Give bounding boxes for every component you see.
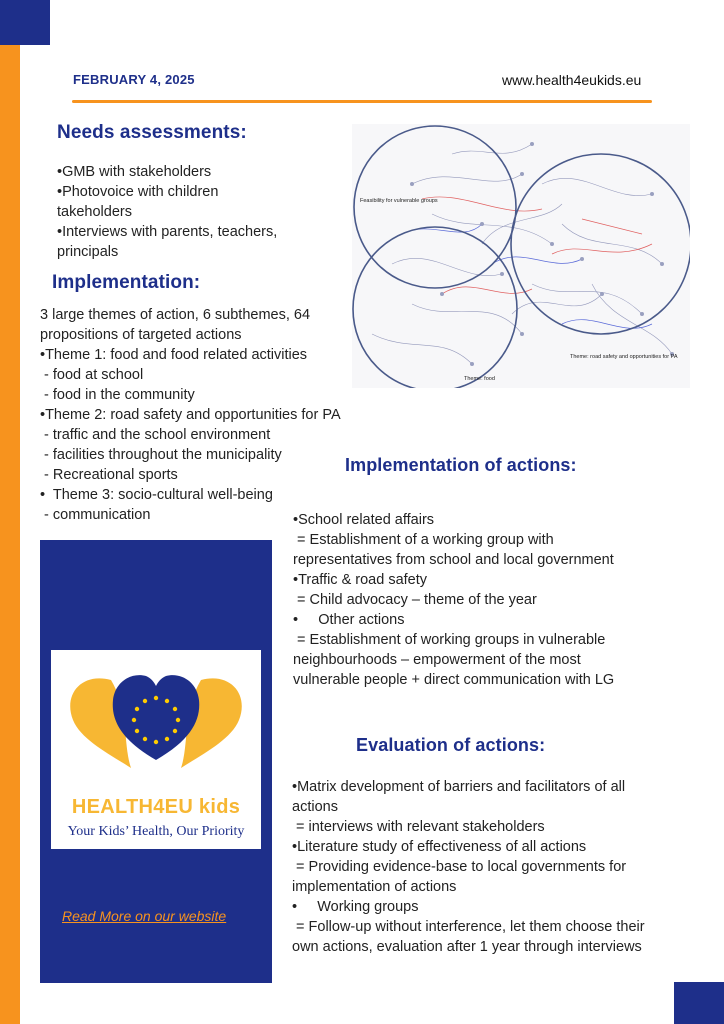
corner-block-bottom-right xyxy=(674,982,724,1024)
list-item: •Photovoice with children xyxy=(57,184,219,200)
list-item: principals xyxy=(57,244,119,260)
implementation-list xyxy=(40,305,341,525)
implementation-heading: Implementation: xyxy=(52,272,201,293)
list-item: • Working groups xyxy=(292,899,419,915)
left-accent-stripe xyxy=(0,0,20,1024)
causal-loop-diagram-graphic xyxy=(352,124,690,388)
list-item: • Theme 3: socio-cultural well-being xyxy=(40,487,273,503)
list-item: - food at school xyxy=(40,367,144,383)
list-item: neighbourhoods – empowerment of the most xyxy=(293,652,581,668)
list-item: •School related affairs xyxy=(293,512,435,528)
list-item: vulnerable people + direct communication with LG xyxy=(293,672,615,688)
diagram-label-road-safety: Theme: road safety and opportunities for PA xyxy=(570,354,678,360)
list-item: •Interviews with parents, teachers, xyxy=(57,224,278,240)
list-item: - communication xyxy=(40,507,151,523)
list-item: • Other actions xyxy=(293,612,405,628)
list-item: propositions of targeted actions xyxy=(40,327,242,343)
health4eu-logo-card xyxy=(51,650,261,849)
list-item: •Traffic & road safety xyxy=(293,572,428,588)
list-item: •Matrix development of barriers and facilitators of all xyxy=(292,779,626,795)
corner-block-top-left xyxy=(0,0,50,45)
diagram-label-feasibility: Feasibility for vulnerable groups xyxy=(360,198,438,204)
list-item: = interviews with relevant stakeholders xyxy=(292,819,545,835)
causal-loop-diagram xyxy=(352,124,690,388)
diagram-label-food: Theme: food xyxy=(464,376,495,382)
evaluation-of-actions-list xyxy=(292,777,645,957)
implementation-of-actions-heading: Implementation of actions: xyxy=(345,455,577,475)
header-divider xyxy=(72,100,652,103)
list-item: •Theme 2: road safety and opportunities for PA xyxy=(40,407,341,423)
list-item: = Establishment of working groups in vulnerable xyxy=(293,632,606,648)
newsletter-date: FEBRUARY 4, 2025 xyxy=(73,72,195,87)
list-item: •GMB with stakeholders xyxy=(57,164,212,180)
list-item: actions xyxy=(292,799,338,815)
list-item: = Follow-up without interference, let them choose their xyxy=(292,919,645,935)
list-item: 3 large themes of action, 6 subthemes, 64 xyxy=(40,307,311,323)
brand-tagline: Your Kids’ Health, Our Priority xyxy=(67,824,245,839)
list-item: - traffic and the school environment xyxy=(40,427,271,443)
list-item: •Literature study of effectiveness of all actions xyxy=(292,839,587,855)
evaluation-of-actions-heading: Evaluation of actions: xyxy=(356,735,546,755)
list-item: = Child advocacy – theme of the year xyxy=(293,592,537,608)
list-item: implementation of actions xyxy=(292,879,457,895)
read-more-link[interactable]: Read More on our website xyxy=(62,908,227,924)
list-item: own actions, evaluation after 1 year through interviews xyxy=(292,939,642,955)
list-item: = Establishment of a working group with xyxy=(293,532,554,548)
list-item: - food in the community xyxy=(40,387,195,403)
list-item: takeholders xyxy=(57,204,132,220)
list-item: representatives from school and local government xyxy=(293,552,614,568)
hearts-logo-icon xyxy=(51,650,261,849)
list-item: - Recreational sports xyxy=(40,467,178,483)
brand-name: HEALTH4EU kids xyxy=(71,796,241,818)
list-item: •Theme 1: food and food related activities xyxy=(40,347,308,363)
list-item: - facilities throughout the municipality xyxy=(40,447,282,463)
implementation-of-actions-list xyxy=(293,510,614,690)
list-item: = Providing evidence-base to local governments for xyxy=(292,859,627,875)
website-link[interactable]: www.health4eukids.eu xyxy=(502,72,642,88)
needs-assessments-heading: Needs assessments: xyxy=(57,122,247,143)
needs-assessments-list xyxy=(57,162,277,262)
